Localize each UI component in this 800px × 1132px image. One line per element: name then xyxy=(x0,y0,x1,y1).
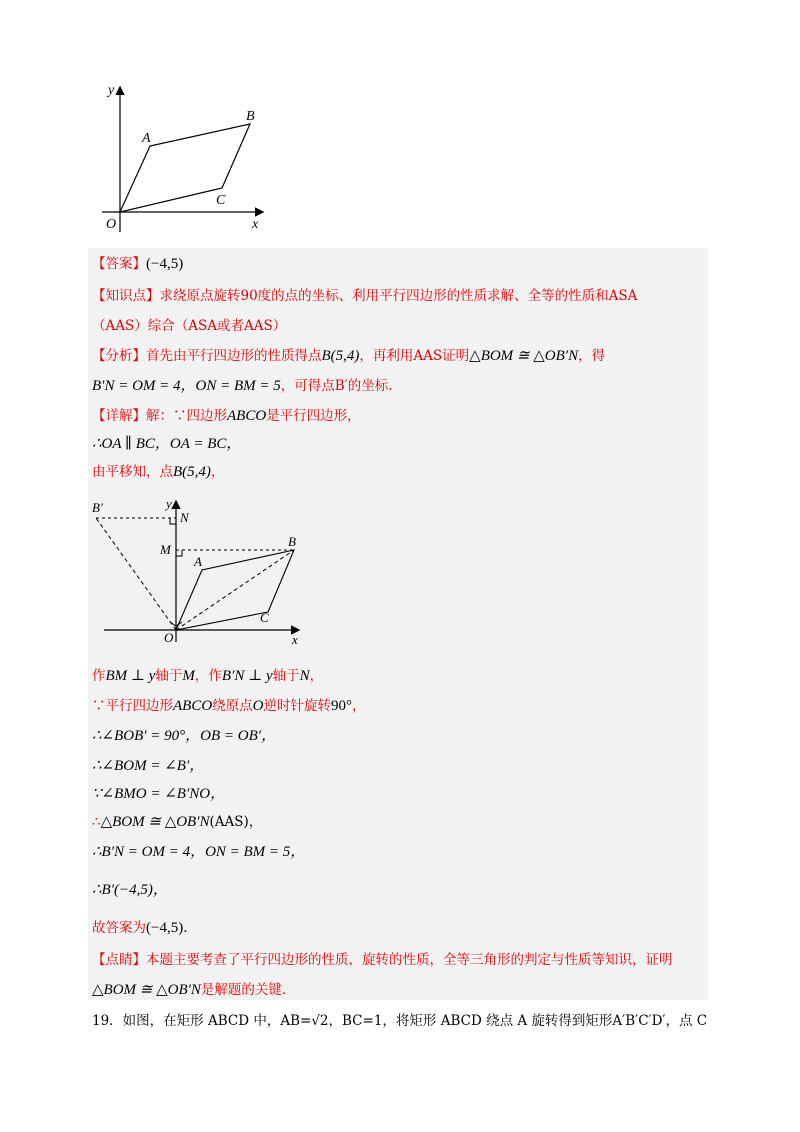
comment-tag: 【点睛】 xyxy=(92,952,146,968)
comment-line-2 xyxy=(92,980,286,1000)
label-Bp: B′ xyxy=(92,500,103,515)
label-x: x xyxy=(252,217,259,232)
parallelogram-ABCO xyxy=(120,124,250,212)
answer-tag: 【答案】 xyxy=(92,256,146,272)
knowledge-tag: 【知识点】 xyxy=(92,288,160,304)
analysis-tag: 【分析】 xyxy=(92,348,146,364)
detail-l5-t2: 绕原点 xyxy=(212,698,253,714)
label-A: A xyxy=(142,131,151,146)
figure-rotation xyxy=(88,494,308,654)
detail-l5-m2: O xyxy=(252,698,264,714)
label-M: M xyxy=(160,542,171,557)
detail-l3-end: ， xyxy=(210,464,225,480)
answer-line xyxy=(92,254,183,274)
knowledge-line-1 xyxy=(92,286,637,306)
answer-value: (−4,5) xyxy=(146,256,184,272)
detail-l4-t2: 轴于 xyxy=(155,668,183,684)
label-N: N xyxy=(180,510,189,525)
detail-l8: ∵∠BMO = ∠B′NO， xyxy=(92,786,226,802)
detail-l2: ∴OA ∥ BC，OA = BC， xyxy=(92,436,242,452)
analysis-text-3: ，得 xyxy=(578,348,606,364)
analysis-line-2 xyxy=(92,376,393,396)
detail-l5-t3: 逆时针旋转 xyxy=(263,698,332,714)
knowledge-text-1: 求绕原点旋转90度的点的坐标、利用平行四边形的性质求解、全等的性质和ASA xyxy=(159,288,638,304)
figure-parallelogram xyxy=(96,80,276,240)
detail-l12-text: 故答案为 xyxy=(92,920,146,936)
detail-l4-end: ， xyxy=(309,668,324,684)
knowledge-line-2 xyxy=(92,316,286,336)
detail-l6: ∴∠BOB′ = 90°，OB = OB′， xyxy=(92,728,277,744)
detail-line-4 xyxy=(92,666,323,686)
detail-l4-t1: 作 xyxy=(92,668,106,684)
detail-line-3 xyxy=(92,462,224,482)
right-angle-M xyxy=(176,550,182,556)
analysis-point-b: B(5,4) xyxy=(321,348,360,364)
label-O2: O xyxy=(164,630,174,645)
detail-l7: ∴∠BOM = ∠B′， xyxy=(92,758,205,774)
detail-line-7 xyxy=(92,756,204,776)
comment-text-2: 是解题的关键. xyxy=(200,982,287,998)
detail-l5-m1: ABCO xyxy=(173,698,213,714)
comment-line-1 xyxy=(92,950,673,970)
label-O: O xyxy=(106,217,117,232)
detail-tag: 【详解】 xyxy=(92,408,146,424)
detail-l5-t1: ∵平行四边形 xyxy=(92,698,173,714)
label-y: y xyxy=(108,83,115,98)
detail-l1-math: ABCO xyxy=(227,408,267,424)
detail-l1-text: 解：∵四边形 xyxy=(146,408,227,424)
detail-l9-math: △BOM ≅ △OB′N xyxy=(100,814,210,830)
analysis-math-2: B′N = OM = 4，ON = BM = 5 xyxy=(92,378,281,394)
detail-line-11 xyxy=(92,880,168,900)
label-y2: y xyxy=(166,496,172,511)
detail-line-9 xyxy=(92,812,262,832)
analysis-line-1 xyxy=(92,346,605,366)
question-19-text: 19．如图，在矩形 ABCD 中，AB=√2，BC=1，将矩形 ABCD 绕点 A 旋转得到矩形A′B′C′D′，点 C xyxy=(92,1013,708,1029)
analysis-text-1: 首先由平行四边形的性质得点 xyxy=(146,348,322,364)
comment-text-1: 本题主要考查了平行四边形的性质，旋转的性质，全等三角形的判定与性质等知识，证明 xyxy=(146,952,673,968)
detail-l4-m1: BM ⊥ y xyxy=(105,668,156,684)
detail-l5-m3: 90° xyxy=(331,698,353,714)
detail-l4-t4: 轴于 xyxy=(272,668,300,684)
label-A2: A xyxy=(194,554,202,569)
label-x2: x xyxy=(292,632,298,647)
detail-l1-text2: 是平行四边形， xyxy=(266,408,361,424)
analysis-congruence: △BOM ≅ △OB′N xyxy=(469,348,579,364)
segment-OBp xyxy=(96,518,176,630)
detail-line-8 xyxy=(92,784,225,804)
knowledge-text-2: （AAS）综合（ASA或者AAS） xyxy=(92,318,287,334)
question-19 xyxy=(92,1010,707,1032)
detail-l4-t3: ，作 xyxy=(194,668,222,684)
detail-l3-math: B(5,4) xyxy=(173,464,211,480)
detail-l12-end: . xyxy=(183,920,188,936)
comment-math: △BOM ≅ △OB′N xyxy=(92,982,201,998)
detail-line-2 xyxy=(92,434,241,454)
label-C2: C xyxy=(260,610,269,625)
label-B: B xyxy=(246,109,255,124)
detail-l4-m2: M xyxy=(182,668,195,684)
analysis-text-4: ，可得点B′的坐标. xyxy=(280,378,393,394)
detail-l5-end: ， xyxy=(352,698,366,714)
label-C: C xyxy=(216,193,226,208)
detail-line-12 xyxy=(92,918,188,938)
detail-l9-sym: ∴ xyxy=(92,814,101,830)
analysis-text-2: ，再利用AAS证明 xyxy=(359,348,470,364)
detail-l12-math: (−4,5) xyxy=(146,920,184,936)
detail-l11: ∴B′(−4,5)， xyxy=(92,882,168,898)
detail-line-1 xyxy=(92,406,361,426)
detail-line-10 xyxy=(92,842,305,862)
detail-l3-text: 由平移知，点 xyxy=(92,464,173,480)
detail-l4-m3: B′N ⊥ y xyxy=(221,668,273,684)
detail-line-5 xyxy=(92,696,366,716)
right-angle-N xyxy=(170,518,176,524)
label-B2: B xyxy=(288,534,296,549)
detail-l10: ∴B′N = OM = 4，ON = BM = 5， xyxy=(92,844,306,860)
detail-l4-m4: N xyxy=(299,668,310,684)
detail-line-6 xyxy=(92,726,276,746)
detail-l9-text: (AAS)， xyxy=(209,814,263,830)
